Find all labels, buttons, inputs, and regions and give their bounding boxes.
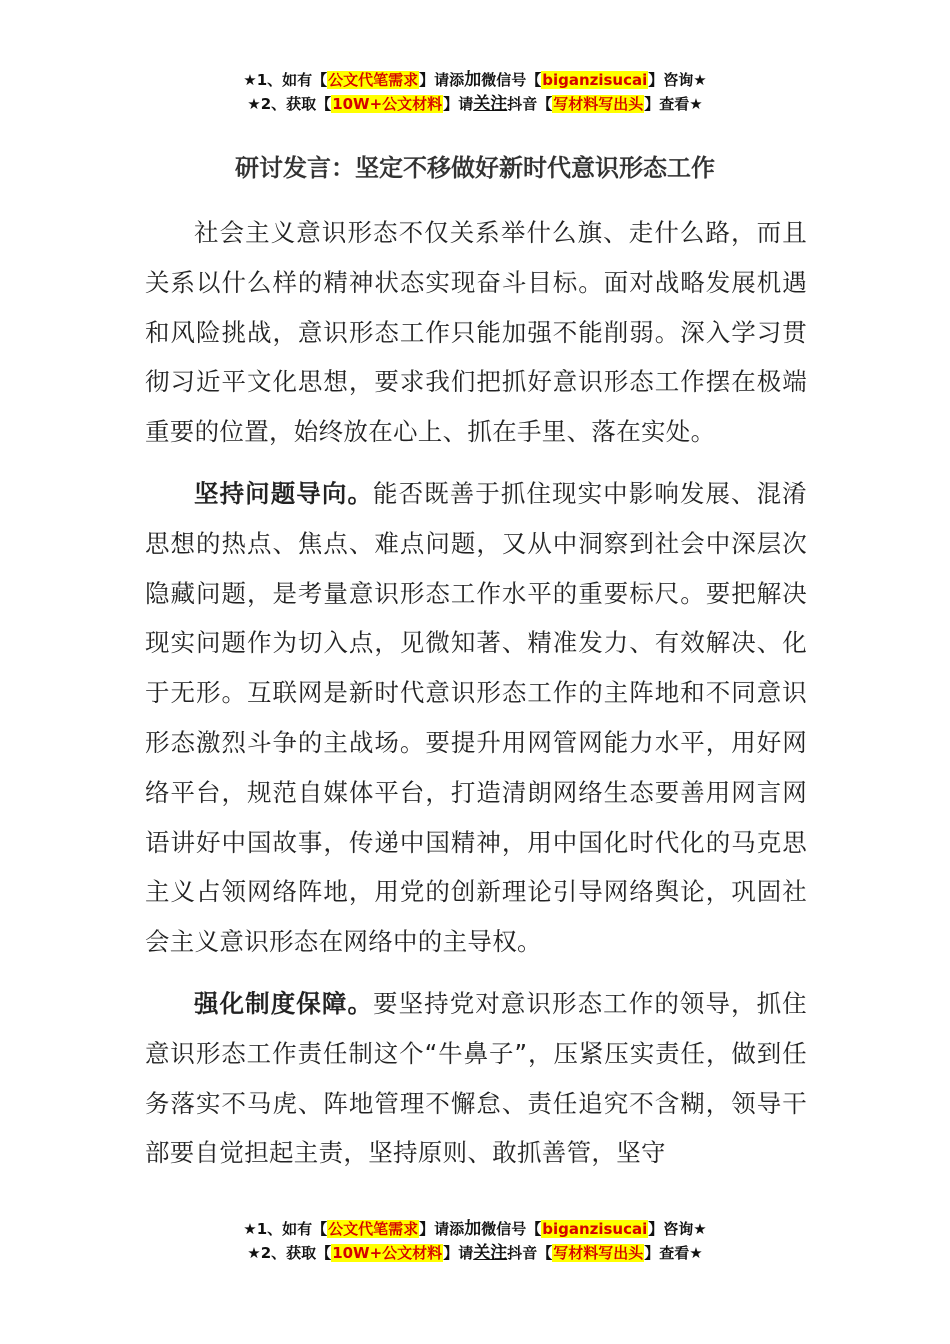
promo-highlight: 10W+公文材料 (332, 95, 443, 113)
document-body (145, 208, 807, 1190)
promo-text: ★2、获取【 (247, 1244, 332, 1262)
promo-douyin-id: 写材料写出头 (553, 95, 644, 113)
promo-highlight: 公文代笔需求 (328, 71, 419, 89)
promo-line-1 (0, 1217, 950, 1241)
paragraph-heading: 坚持问题导向。 (194, 478, 374, 508)
promo-text: 】请 (443, 1244, 474, 1262)
paragraph-heading: 强化制度保障。 (194, 988, 374, 1018)
promo-emphasis: 加 (464, 70, 482, 90)
promo-highlight: 10W+公文材料 (332, 1244, 443, 1262)
promo-text: ★1、如有【 (243, 1220, 328, 1238)
paragraph-problem-orientation (145, 469, 807, 967)
promo-text: 抖音【 (507, 1244, 553, 1262)
promo-line-2 (0, 1241, 950, 1265)
promo-text: 】查看★ (644, 95, 703, 113)
promo-text: ★2、获取【 (247, 95, 332, 113)
promo-text: 】请添 (419, 1220, 465, 1238)
promo-line-1 (0, 68, 950, 92)
promo-text: 微信号【 (481, 1220, 542, 1238)
promo-text: 微信号【 (481, 71, 542, 89)
paragraph-text: 要坚持党对意识形态工作的领导，抓住意识形态工作责任制这个“牛鼻子”，压紧压实责任，做到任务落实不马虎、阵地管理不懈怠、责任追究不含糊，领导干部要自觉担起主责，坚持原则、敢抓善管，坚守 (145, 988, 807, 1168)
paragraph-text: 社会主义意识形态不仅关系举什么旗、走什么路，而且关系以什么样的精神状态实现奋斗目标。面对战略发展机遇和风险挑战，意识形态工作只能加强不能削弱。深入学习贯彻习近平文化思想，要求我们把抓好意识形态工作摆在极端重要的位置，始终放在心上、抓在手里、落在实处。 (145, 218, 807, 447)
footer-promo (0, 1217, 950, 1265)
document-title: 研讨发言：坚定不移做好新时代意识形态工作 (235, 154, 715, 182)
promo-highlight: 公文代笔需求 (328, 1220, 419, 1238)
promo-text: 】咨询★ (648, 71, 707, 89)
promo-text: ★1、如有【 (243, 71, 328, 89)
paragraph-institutional-guarantee (145, 979, 807, 1178)
promo-text: 】咨询★ (648, 1220, 707, 1238)
promo-text: 】请 (443, 95, 474, 113)
promo-text: 】请添 (419, 71, 465, 89)
promo-wechat-id: biganzisucai (542, 1220, 648, 1238)
promo-text: 抖音【 (507, 95, 553, 113)
promo-emphasis: 加 (464, 1219, 482, 1239)
paragraph-text: 能否既善于抓住现实中影响发展、混淆思想的热点、焦点、难点问题，又从中洞察到社会中深层次隐藏问题，是考量意识形态工作水平的重要标尺。要把解决现实问题作为切入点，见微知著、精准发力、有效解决、化于无形。互联网是新时代意识形态工作的主阵地和不同意识形态激烈斗争的主战场。要提升用网管网能力水平，用好网络平台，规范自媒体平台，打造清朗网络生态要善用网言网语讲好中国故事，传递中国精神，用中国化时代化的马克思主义占领网络阵地，用党的创新理论引导网络舆论，巩固社会主义意识形态在网络中的主导权。 (145, 478, 807, 957)
promo-line-2 (0, 92, 950, 116)
promo-text: 】查看★ (644, 1244, 703, 1262)
paragraph-intro (145, 208, 807, 457)
promo-emphasis: 关注 (473, 1243, 508, 1263)
promo-douyin-id: 写材料写出头 (553, 1244, 644, 1262)
header-promo (0, 68, 950, 116)
promo-wechat-id: biganzisucai (542, 71, 648, 89)
promo-emphasis: 关注 (473, 94, 508, 114)
